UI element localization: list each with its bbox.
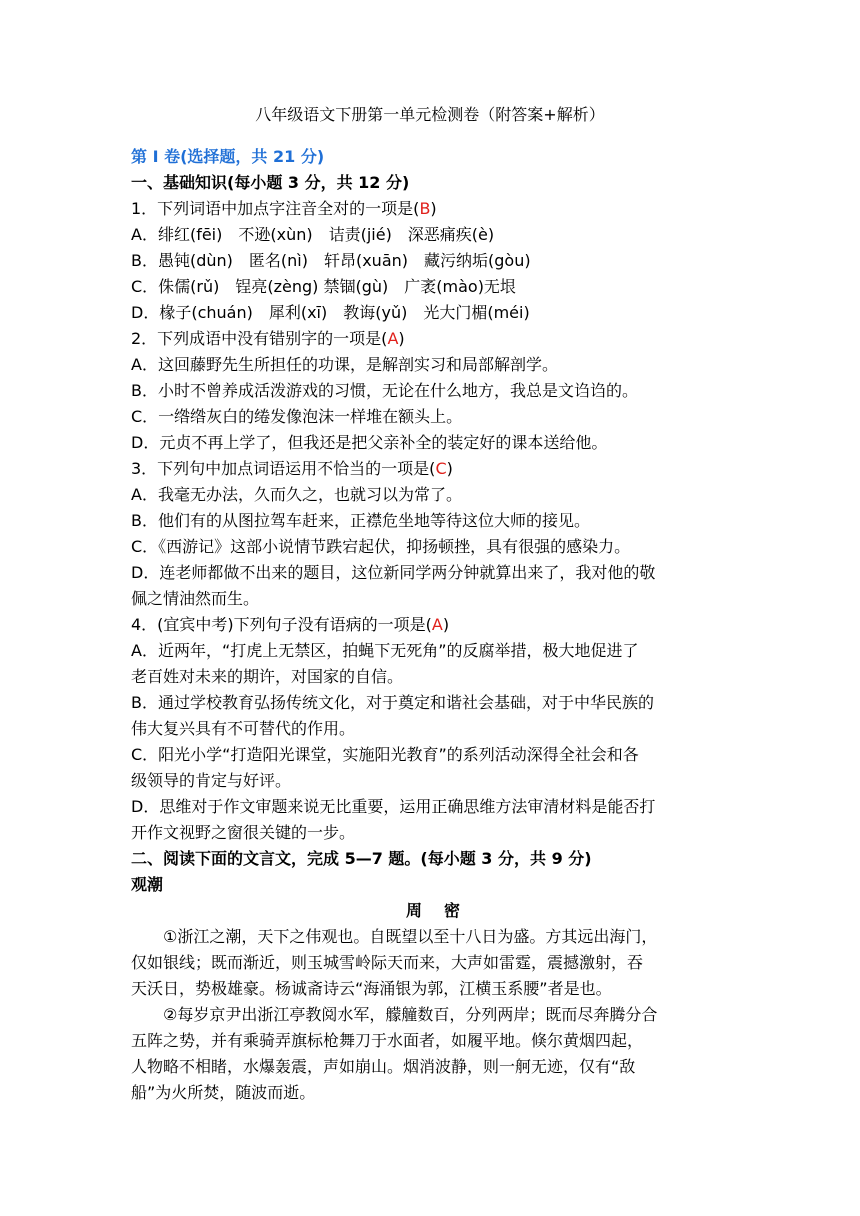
- option-line: A．近两年，“打虎上无禁区，拍蝇下无死角”的反腐举措，极大地促进了: [131, 641, 639, 660]
- passage-line: 人物略不相睹，水爆轰震，声如崩山。烟消波静，则一舸无迹，仅有“敌: [131, 1057, 636, 1076]
- answer-letter: A: [431, 615, 443, 634]
- option-line: 级领导的肯定与好评。: [131, 771, 292, 790]
- passage-line: ①浙江之潮，天下之伟观也。自既望以至十八日为盛。方其远出海门，: [163, 927, 658, 946]
- question-1: [131, 196, 735, 222]
- passage-author: [131, 898, 735, 924]
- document-title: 八年级语文下册第一单元检测卷（附答案+解析）: [255, 105, 605, 124]
- option-line: A．我毫无办法，久而久之，也就习以为常了。: [131, 485, 462, 504]
- option-line: A．绯红(fēi) 不逊(xùn) 诘责(jié) 深恶痛疾(è): [131, 225, 495, 244]
- question-stem: 3．下列句中加点词语运用不恰当的一项是(: [131, 459, 436, 478]
- question-close: ): [446, 459, 453, 478]
- option-line: C．一绺绺灰白的绻发像泡沫一样堆在额头上。: [131, 407, 463, 426]
- option-line: B．愚钝(dùn) 匿名(nì) 轩昂(xuān) 藏污纳垢(gòu): [131, 251, 531, 270]
- option-line: 开作文视野之窗很关键的一步。: [131, 823, 356, 842]
- option-line: D．椽子(chuán) 犀利(xī) 教诲(yǔ) 光大门楣(méi): [131, 303, 530, 322]
- option-line: D．思维对于作文审题来说无比重要，运用正确思维方法审清材料是能否打: [131, 797, 656, 816]
- passage-line: 天沃日，势极雄豪。杨诚斋诗云“海涌银为郭，江横玉系腰”者是也。: [131, 979, 612, 998]
- option-line: A．这回藤野先生所担任的功课，是解剖实习和局部解剖学。: [131, 355, 558, 374]
- option-line: B．他们有的从图拉驾车赶来，正襟危坐地等待这位大师的接见。: [131, 511, 590, 530]
- question-4: [131, 612, 735, 638]
- question-stem: 4．(宜宾中考)下列句子没有语病的一项是(: [131, 615, 432, 634]
- question-2: [131, 326, 735, 352]
- question-close: ): [442, 615, 450, 634]
- option-line: 伟大复兴具有不可替代的作用。: [131, 719, 356, 738]
- option-line: 老百姓对未来的期许，对国家的自信。: [131, 667, 404, 686]
- question-stem: 2．下列成语中没有错别字的一项是(: [131, 329, 388, 348]
- option-line: 佩之情油然而生。: [131, 589, 260, 608]
- part1-title: 一、基础知识(每小题 3 分，共 12 分): [131, 173, 410, 192]
- option-line: C．《西游记》这部小说情节跌宕起伏，抑扬顿挫，具有很强的感染力。: [131, 537, 631, 556]
- passage-line: ②每岁京尹出浙江亭教阅水军，艨艟数百，分列两岸；既而尽奔腾分合: [163, 1005, 658, 1024]
- answer-letter: A: [387, 329, 399, 348]
- section-title: 第 I 卷(选择题，共 21 分): [131, 147, 325, 166]
- answer-letter: C: [435, 459, 447, 478]
- option-line: B．小时不曾养成活泼游戏的习惯，无论在什么地方，我总是文诌诌的。: [131, 381, 638, 400]
- question-stem: 1．下列词语中加点字注音全对的一项是(: [131, 199, 420, 218]
- option-line: D．连老师都做不出来的题目，这位新同学两分钟就算出来了，我对他的敬: [131, 563, 656, 582]
- option-line: D．元贞不再上学了，但我还是把父亲补全的装定好的课本送给他。: [131, 433, 608, 452]
- passage-line: 五阵之势，并有乘骑弄旗标枪舞刀于水面者，如履平地。倏尔黄烟四起，: [131, 1031, 644, 1050]
- question-close: ): [430, 199, 437, 218]
- question-3: [131, 456, 735, 482]
- part2-title: 二、阅读下面的文言文，完成 5—7 题。(每小题 3 分，共 9 分): [131, 849, 592, 868]
- passage-title: 观潮: [131, 875, 164, 894]
- option-line: C．阳光小学“打造阳光课堂，实施阳光教育”的系列活动深得全社会和各: [131, 745, 639, 764]
- answer-letter: B: [419, 199, 431, 218]
- passage-line: 仅如银线；既而渐近，则玉城雪岭际天而来，大声如雷霆，震撼激射，吞: [131, 953, 644, 972]
- option-line: B．通过学校教育弘扬传统文化，对于奠定和谐社会基础，对于中华民族的: [131, 693, 654, 712]
- question-close: ): [398, 329, 405, 348]
- option-line: C．侏儒(rǔ) 锃亮(zèng) 禁锢(gù) 广袤(mào)无垠: [131, 277, 516, 296]
- author-name: 周密: [405, 901, 482, 920]
- passage-line: 船”为火所焚，随波而逝。: [131, 1083, 316, 1102]
- document-body: [131, 144, 735, 1106]
